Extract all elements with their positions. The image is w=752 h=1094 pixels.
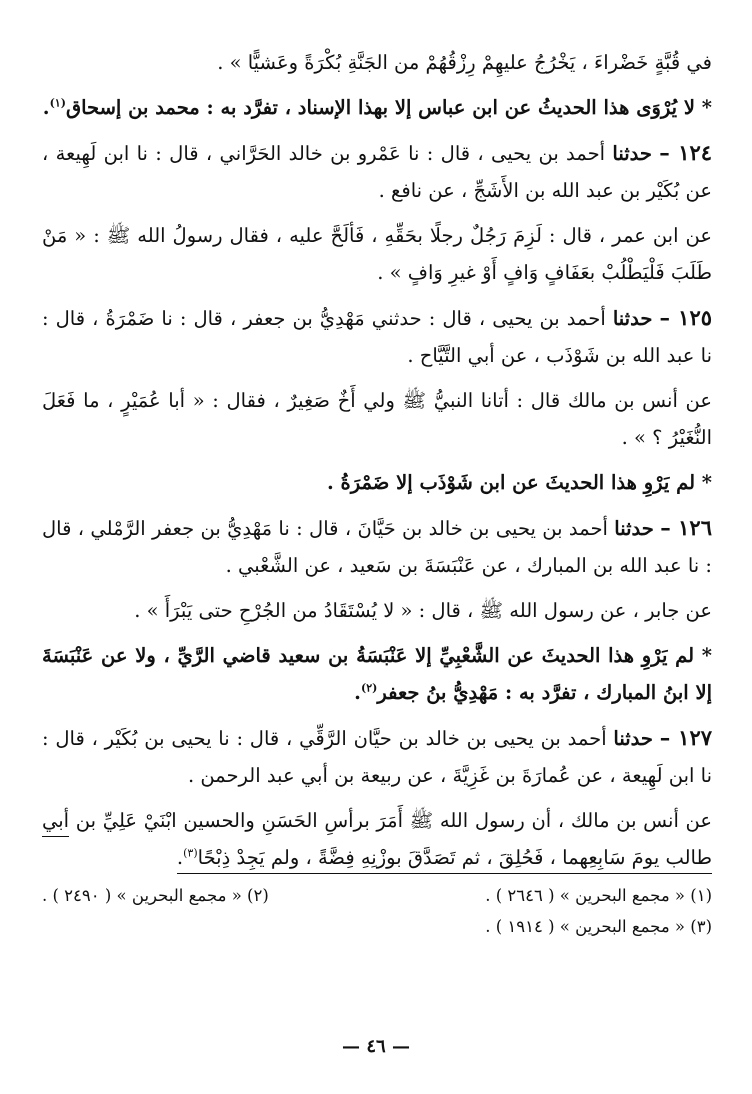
footnote-row xyxy=(42,880,712,911)
hadith-124-isnad xyxy=(42,134,712,209)
hadith-126-isnad xyxy=(42,509,712,584)
editor-note xyxy=(42,89,712,126)
punctuation: . xyxy=(42,96,50,119)
page-number: — ٤٦ — xyxy=(342,1036,410,1057)
footnote-ref[interactable]: (١) xyxy=(49,96,66,110)
matn-text: أبي طالب يومَ سَابِعِهما ، فَحُلِقَ ، ثم تَصَدَّقَ بوزْنِهِ فِضَّةً ، ولم يَجِدْ ذِبْحًا xyxy=(42,809,712,869)
editor-note xyxy=(42,637,712,711)
editor-note xyxy=(42,464,712,501)
footnote-3: (٣) « مجمع البحرين » ( ١٩١٤ ) . xyxy=(485,917,712,936)
isnad-label: حدثنا xyxy=(612,142,652,165)
matn-text: عن جابر ، عن رسول الله ﷺ ، قال : « لا يُسْتَقَادُ من الجُرْحِ حتى يَبْرَأَ » . xyxy=(134,599,712,622)
footnote-ref[interactable]: (٢) xyxy=(360,681,378,695)
hadith-127-isnad xyxy=(42,719,712,794)
note-text: * لم يَرْوِ هذا الحديثَ عن الشَّعْبِيِّ إلا عَنْبَسَةُ بن سعيد قاضي الرَّيِّ ، ولا عن عَنْبَسَةَ إلا ابنُ المبارك ، تفرَّد به : مَهْدِيُّ بنُ جعفر xyxy=(42,644,712,704)
isnad-label: حدثنا xyxy=(614,517,654,540)
footnotes-section xyxy=(42,880,712,942)
footnote-row xyxy=(42,911,712,942)
hadith-number: ١٢٦ – xyxy=(660,515,712,540)
isnad-text: أحمد بن يحيى ، قال : حدثني مَهْدِيُّ بن جعفر ، قال : نا ضَمْرَةُ ، قال : نا عبد الله بن شَوْذَب ، عن أبي التَّيَّاح . xyxy=(42,307,712,367)
hadith-number: ١٢٤ – xyxy=(659,140,713,165)
punctuation: . xyxy=(176,846,184,869)
punctuation: . xyxy=(354,681,361,704)
matn-text: عن أنس بن مالك ، أن رسول الله ﷺ أَمَرَ برأسِ الحَسَنِ والحسين ابْنَيْ عَلِيِّ بن xyxy=(75,809,713,832)
matn-text: عن أنس بن مالك قال : أتانا النبيُّ ﷺ ولي أَخٌ صَغِيرٌ ، فقال : « أبا عُمَيْرٍ ، ما فَعَلَ النُّغَيْرُ ؟ » . xyxy=(42,389,712,449)
hadith-124-matn xyxy=(42,217,712,291)
note-text: * لم يَرْوِ هذا الحديثَ عن ابن شَوْذَب إلا ضَمْرَةُ . xyxy=(326,471,712,494)
footnote-1: (١) « مجمع البحرين » ( ٢٦٤٦ ) . xyxy=(485,886,712,905)
isnad-text: أحمد بن يحيى ، قال : نا عَمْرو بن خالد الحَرَّاني ، قال : نا ابن لَهِيعة ، عن بُكَيْر بن عبد الله بن الأَشَجِّ ، عن نافع . xyxy=(42,142,712,202)
isnad-label: حدثنا xyxy=(613,727,653,750)
hadith-126-matn xyxy=(42,592,712,629)
matn-text: عن ابن عمر ، قال : لَزِمَ رَجُلٌ رجلًا بحَقِّهِ ، فَألَحَّ عليه ، فقال رسولُ الله ﷺ : « مَنْ طَلَبَ فَلْيَطْلُبْ بعَفَافٍ وَافٍ أَوْ غيرِ وَافٍ » . xyxy=(42,224,712,284)
hadith-125-matn xyxy=(42,382,712,456)
note-text: * لا يُرْوَى هذا الحديثُ عن ابن عباس إلا بهذا الإسناد ، تفرَّد به : محمد بن إسحاق xyxy=(65,96,712,119)
isnad-label: حدثنا xyxy=(612,307,653,330)
hadith-number: ١٢٧ – xyxy=(659,725,713,750)
footnote-2: (٢) « مجمع البحرين » ( ٢٤٩٠ ) . xyxy=(42,886,269,905)
isnad-text: أحمد بن يحيى بن خالد بن حَيَّانَ ، قال : نا مَهْدِيُّ بن جعفر الرَّمْلي ، قال : نا عبد الله بن المبارك ، عن عَنْبَسَةَ بن سَعيد ، عن الشَّعْبي . xyxy=(42,517,712,577)
hadith-number: ١٢٥ – xyxy=(659,305,713,330)
paragraph-text: في قُبَّةٍ خَضْراءَ ، يَخْرُجُ عليهِمْ رِزْقُهُمْ من الجَنَّةِ بُكْرَةً وعَشيًّا » . xyxy=(217,51,712,74)
isnad-text: أحمد بن يحيى بن خالد بن حيَّان الرَّقِّي ، قال : نا يحيى بن بُكَيْر ، قال : نا ابن لَهِيعة ، عن عُمارَةَ بن غَزِيَّةَ ، عن ربيعة بن أبي عبد الرحمن . xyxy=(42,727,712,787)
footnote-ref[interactable]: (٣) xyxy=(183,846,198,860)
paragraph-continuation xyxy=(42,44,712,81)
hadith-125-isnad xyxy=(42,299,712,374)
hadith-127-matn xyxy=(42,802,712,876)
